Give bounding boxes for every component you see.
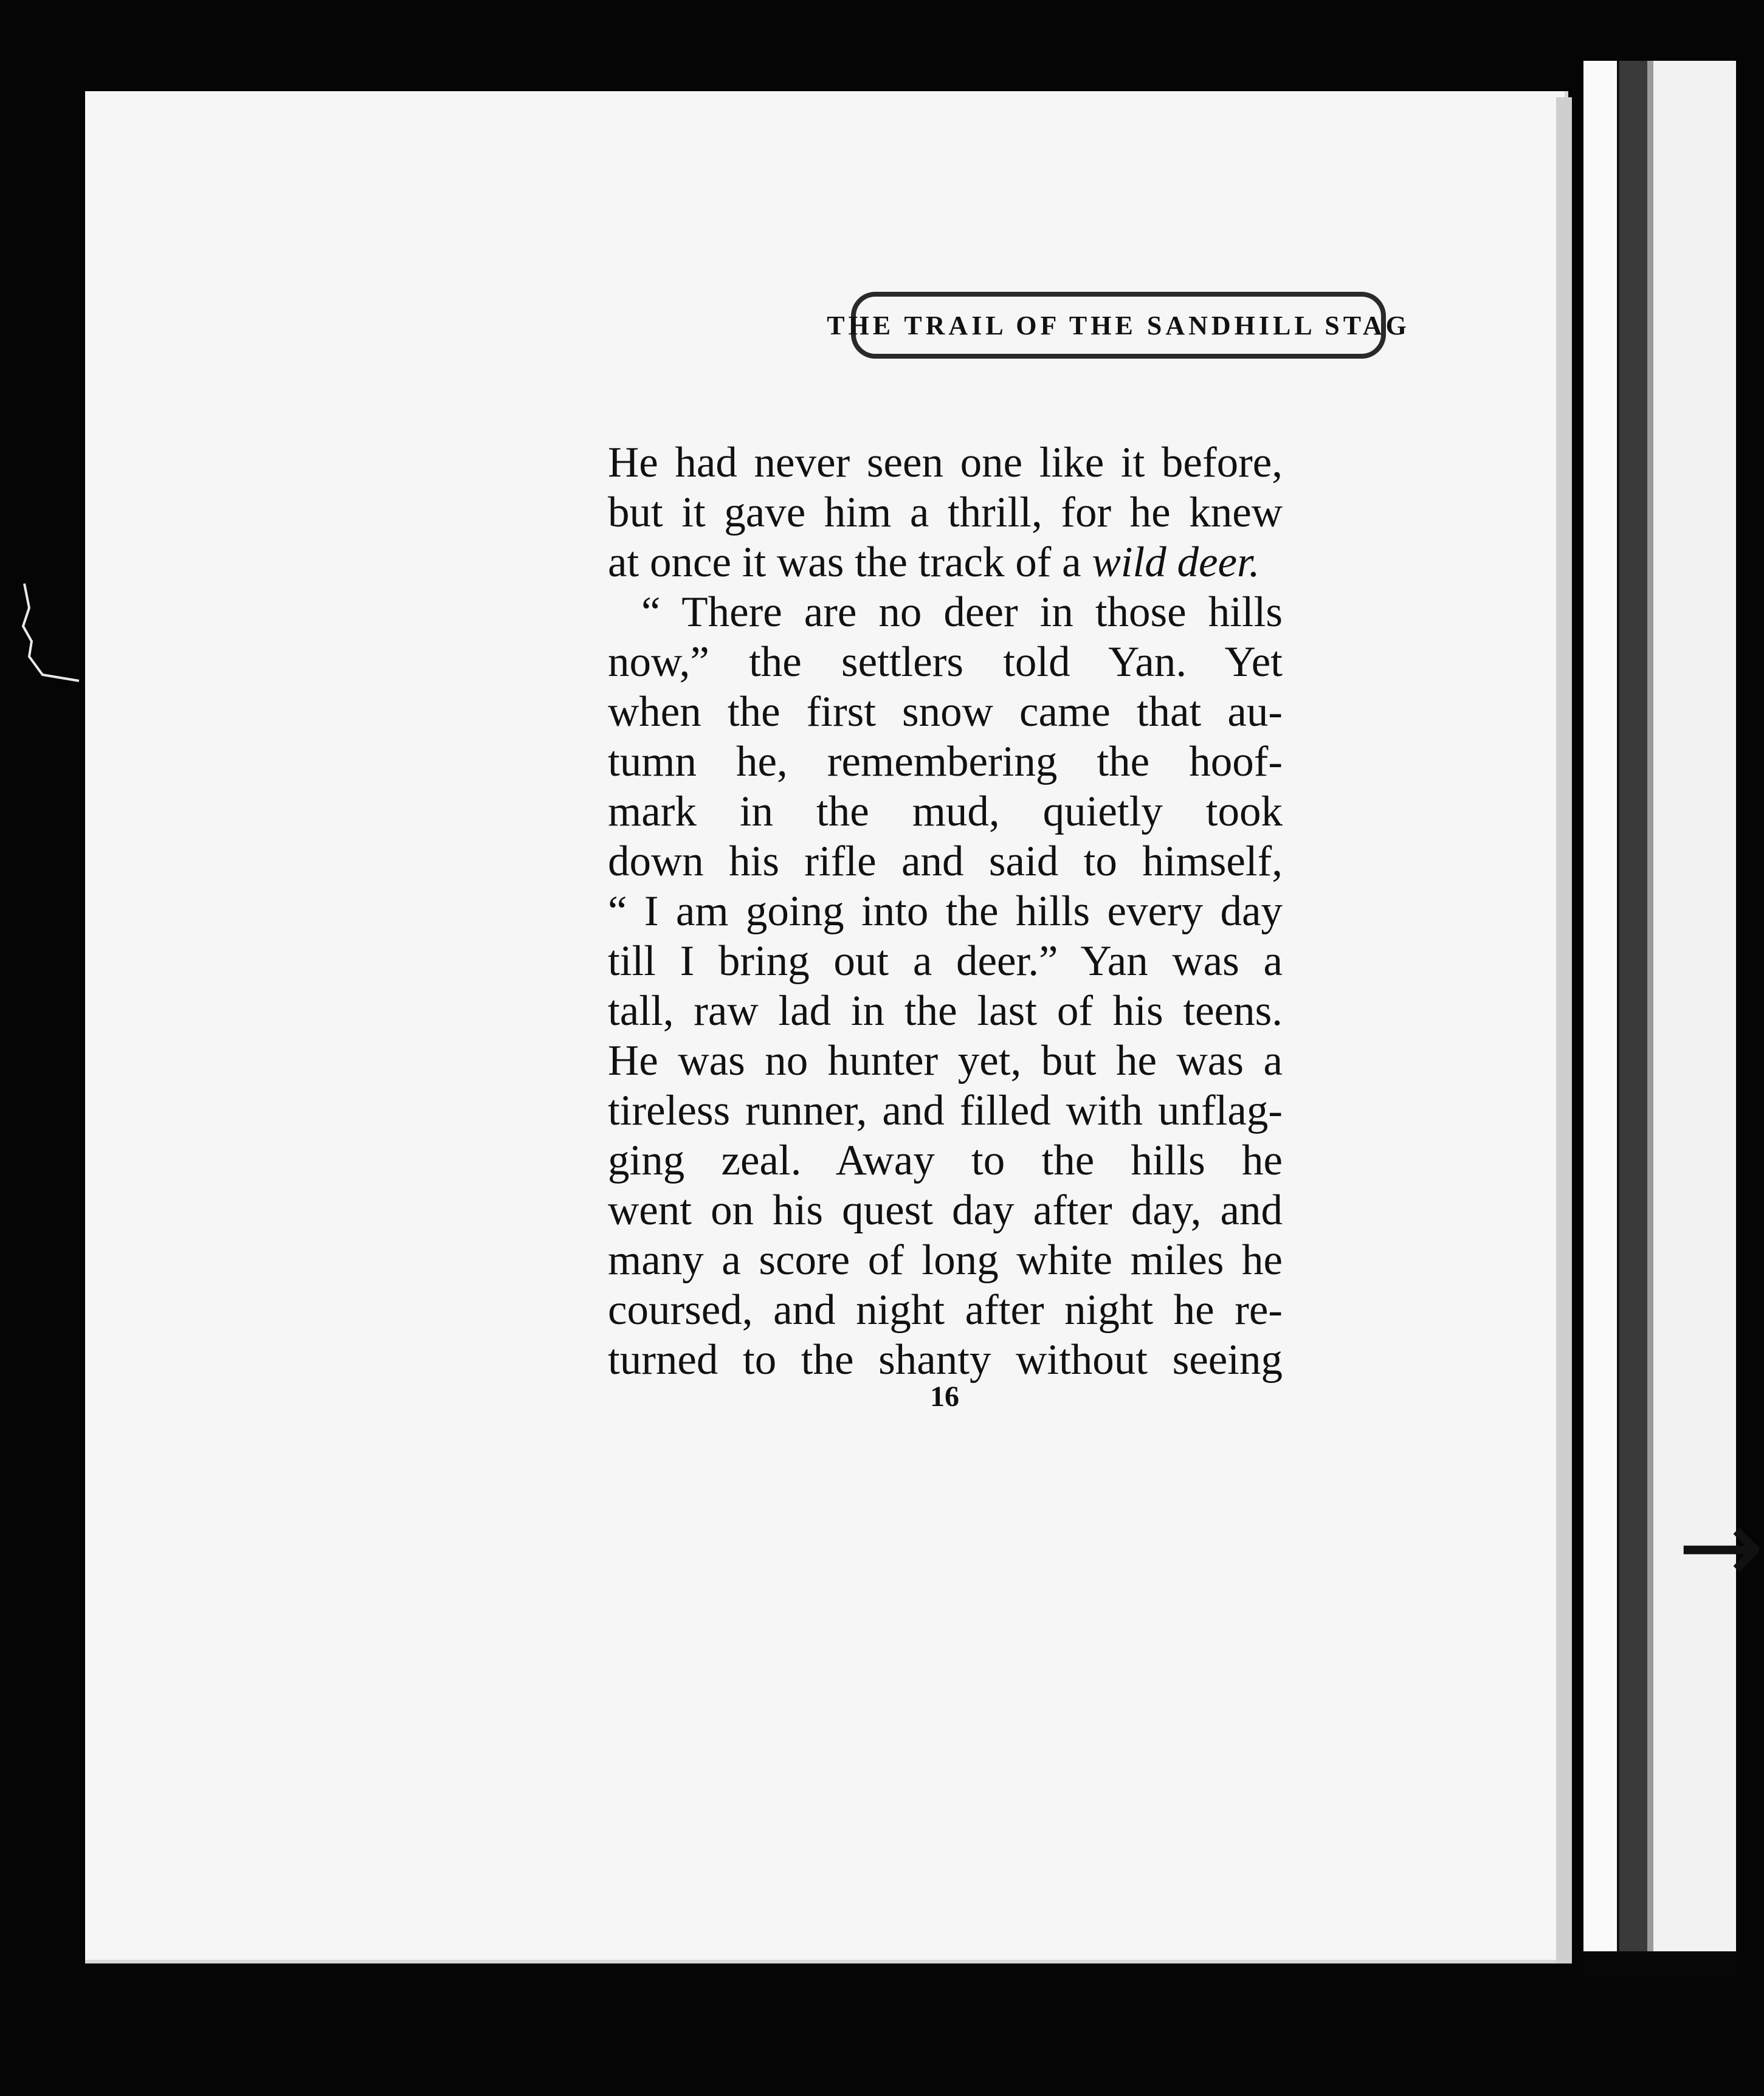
text-line: tireless runner, and filled with unflag- [608, 1087, 1283, 1134]
text-line: “ There are no deer in those hills [641, 588, 1283, 636]
text-line: many a score of long white miles he [608, 1236, 1283, 1284]
text-line: tumn he, remembering the hoof- [608, 738, 1283, 785]
text-line: but it gave him a thrill, for he knew [608, 489, 1283, 536]
text-line: turned to the shanty without seeing [608, 1336, 1283, 1384]
text-line: tall, raw lad in the last of his teens. [608, 987, 1283, 1035]
text-line: He had never seen one like it before, [608, 439, 1283, 486]
page-number: 16 [930, 1381, 959, 1413]
adjacent-page-strip [1583, 61, 1736, 1976]
text-line: “ I am going into the hills every day [608, 888, 1283, 935]
text-line: ging zeal. Away to the hills he [608, 1137, 1283, 1184]
strip-bottom-edge [1583, 1951, 1736, 1976]
text-line: when the first snow came that au- [608, 688, 1283, 736]
body-text [608, 438, 1283, 1385]
strip-rule-light [1583, 61, 1619, 1976]
strip-rule-dark [1619, 61, 1647, 1976]
text-line: down his rifle and said to himself, [608, 838, 1283, 885]
text-line: till I bring out a deer.” Yan was a [608, 937, 1283, 985]
text-line: coursed, and night after night he re- [608, 1286, 1283, 1334]
emphasis: wild deer. [1092, 539, 1260, 586]
text-line: He was no hunter yet, but he was a [608, 1037, 1283, 1084]
text-line: mark in the mud, quietly took [608, 788, 1283, 835]
text-line: went on his quest day after day, and [608, 1187, 1283, 1234]
strip-rule-grey [1647, 61, 1653, 1976]
margin-mark-icon [18, 584, 85, 693]
running-head-box [827, 292, 1410, 359]
text-line: now,” the settlers told Yan. Yet [608, 638, 1283, 686]
page-edge-shadow [1556, 97, 1572, 1963]
running-head: THE TRAIL OF THE SANDHILL STAG [827, 310, 1410, 340]
next-page-arrow-icon: → [1678, 1487, 1764, 1607]
text-line: at once it was the track of a wild deer. [608, 539, 1260, 586]
